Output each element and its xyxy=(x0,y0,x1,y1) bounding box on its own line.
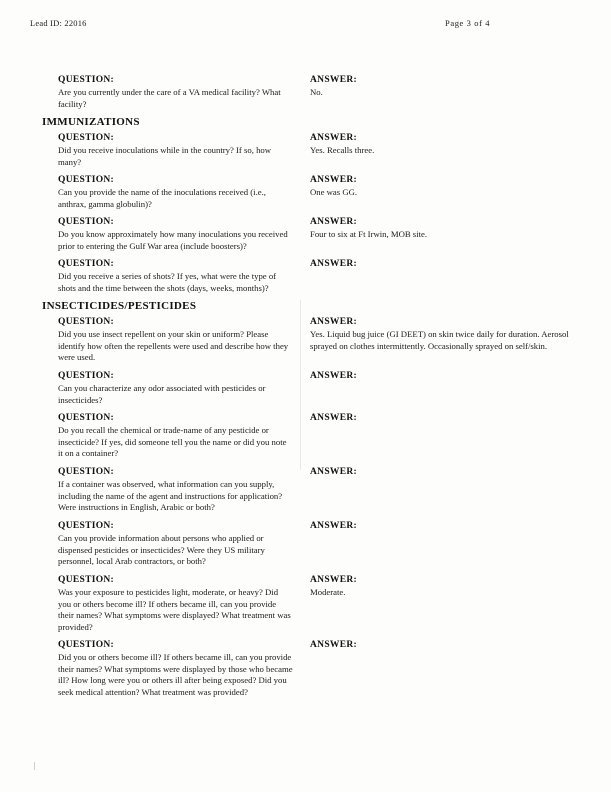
answer-label: ANSWER: xyxy=(310,575,357,585)
question-text: Do you know approximately how many inoculations you received prior to entering the Gulf War area (include boosters)? xyxy=(58,229,288,251)
answer-label: ANSWER: xyxy=(310,133,357,143)
section-heading: INSECTICIDES/PESTICIDES xyxy=(42,300,197,312)
section-heading: IMMUNIZATIONS xyxy=(42,116,140,128)
qa-block xyxy=(0,520,611,568)
answer-label: ANSWER: xyxy=(310,413,357,423)
question-label: QUESTION: xyxy=(58,133,115,143)
answer-label: ANSWER: xyxy=(310,521,357,531)
answer-label: ANSWER: xyxy=(310,175,357,185)
qa-block xyxy=(0,132,611,168)
answer-column xyxy=(310,639,575,652)
question-text: Can you provide information about persons who applied or dispensed pesticides or insecticides? Were they US military personnel, local Arab contractors, or both? xyxy=(58,533,265,567)
question-text: Did you receive a series of shots? If yes, what were the type of shots and the time between the shots (days, weeks, months)? xyxy=(58,271,277,293)
question-column xyxy=(58,639,293,698)
qa-block xyxy=(0,370,611,406)
question-label: QUESTION: xyxy=(58,175,115,185)
answer-text: One was GG. xyxy=(310,187,358,197)
answer-label: ANSWER: xyxy=(310,75,357,85)
question-column xyxy=(58,216,293,252)
lead-id: Lead ID: 22016 xyxy=(30,18,87,28)
answer-text: No. xyxy=(310,87,323,97)
page-edge-mark xyxy=(34,762,35,770)
question-label: QUESTION: xyxy=(58,640,115,650)
answer-label: ANSWER: xyxy=(310,317,357,327)
question-text: Did you use insect repellent on your skin or uniform? Please identify how often the repellents were used and describe how they were used. xyxy=(58,329,289,363)
answer-column xyxy=(310,370,575,383)
document-body xyxy=(0,74,611,704)
answer-column xyxy=(310,74,575,99)
qa-block xyxy=(0,174,611,210)
question-column xyxy=(58,316,293,364)
answer-label: ANSWER: xyxy=(310,217,357,227)
question-text: Are you currently under the care of a VA medical facility? What facility? xyxy=(58,87,281,109)
page-header xyxy=(0,18,611,34)
qa-block xyxy=(0,574,611,633)
qa-block xyxy=(0,258,611,294)
answer-column xyxy=(310,316,575,352)
answer-text: Yes. Liquid bug juice (GI DEET) on skin twice daily for duration. Aerosol sprayed on clothes intermittently. Occasionally sprayed on self/skin. xyxy=(310,329,569,351)
qa-block xyxy=(0,412,611,460)
answer-column xyxy=(310,412,575,425)
answer-text: Moderate. xyxy=(310,587,346,597)
question-label: QUESTION: xyxy=(58,467,115,477)
question-label: QUESTION: xyxy=(58,217,115,227)
answer-column xyxy=(310,520,575,533)
answer-label: ANSWER: xyxy=(310,640,357,650)
question-column xyxy=(58,574,293,633)
answer-text: Four to six at Ft Irwin, MOB site. xyxy=(310,229,428,239)
qa-block xyxy=(0,466,611,514)
qa-block xyxy=(0,639,611,698)
question-label: QUESTION: xyxy=(58,317,115,327)
question-label: QUESTION: xyxy=(58,371,115,381)
page-number: Page 3 of 4 xyxy=(445,18,491,28)
answer-column xyxy=(310,258,575,271)
question-text: Can you characterize any odor associated with pesticides or insecticides? xyxy=(58,383,266,405)
question-text: Was your exposure to pesticides light, moderate, or heavy? Did you or others become ill? If others became ill, can you provide their names? What symptoms were displayed? What treatment was provided? xyxy=(58,587,291,632)
answer-label: ANSWER: xyxy=(310,467,357,477)
qa-block xyxy=(0,74,611,110)
question-column xyxy=(58,370,293,406)
question-column xyxy=(58,174,293,210)
question-text: Did you receive inoculations while in the country? If so, how many? xyxy=(58,145,272,167)
qa-block xyxy=(0,316,611,364)
answer-column xyxy=(310,174,575,199)
question-label: QUESTION: xyxy=(58,413,115,423)
answer-column xyxy=(310,574,575,599)
answer-column xyxy=(310,132,575,157)
fold-line xyxy=(300,300,301,470)
question-label: QUESTION: xyxy=(58,575,115,585)
question-label: QUESTION: xyxy=(58,521,115,531)
question-column xyxy=(58,132,293,168)
question-column xyxy=(58,520,293,568)
question-column xyxy=(58,258,293,294)
answer-label: ANSWER: xyxy=(310,259,357,269)
answer-column xyxy=(310,216,575,241)
answer-text: Yes. Recalls three. xyxy=(310,145,375,155)
answer-column xyxy=(310,466,575,479)
question-text: Did you or others become ill? If others became ill, can you provide their names? What symptoms were displayed by those who became ill? How long were you or others ill after being exposed? Did you seek medical attention? What treatment was provided? xyxy=(58,652,293,697)
qa-block xyxy=(0,216,611,252)
question-column xyxy=(58,74,293,110)
question-text: Can you provide the name of the inoculations received (i.e., anthrax, gamma globulin)? xyxy=(58,187,266,209)
question-label: QUESTION: xyxy=(58,259,115,269)
question-label: QUESTION: xyxy=(58,75,115,85)
question-column xyxy=(58,466,293,514)
answer-label: ANSWER: xyxy=(310,371,357,381)
question-text: Do you recall the chemical or trade-name of any pesticide or insecticide? If yes, did someone tell you the name or did you note it on a container? xyxy=(58,425,287,459)
question-column xyxy=(58,412,293,460)
question-text: If a container was observed, what information can you supply, including the name of the agent and instructions for application? Were instructions in English, Arabic or both? xyxy=(58,479,283,513)
